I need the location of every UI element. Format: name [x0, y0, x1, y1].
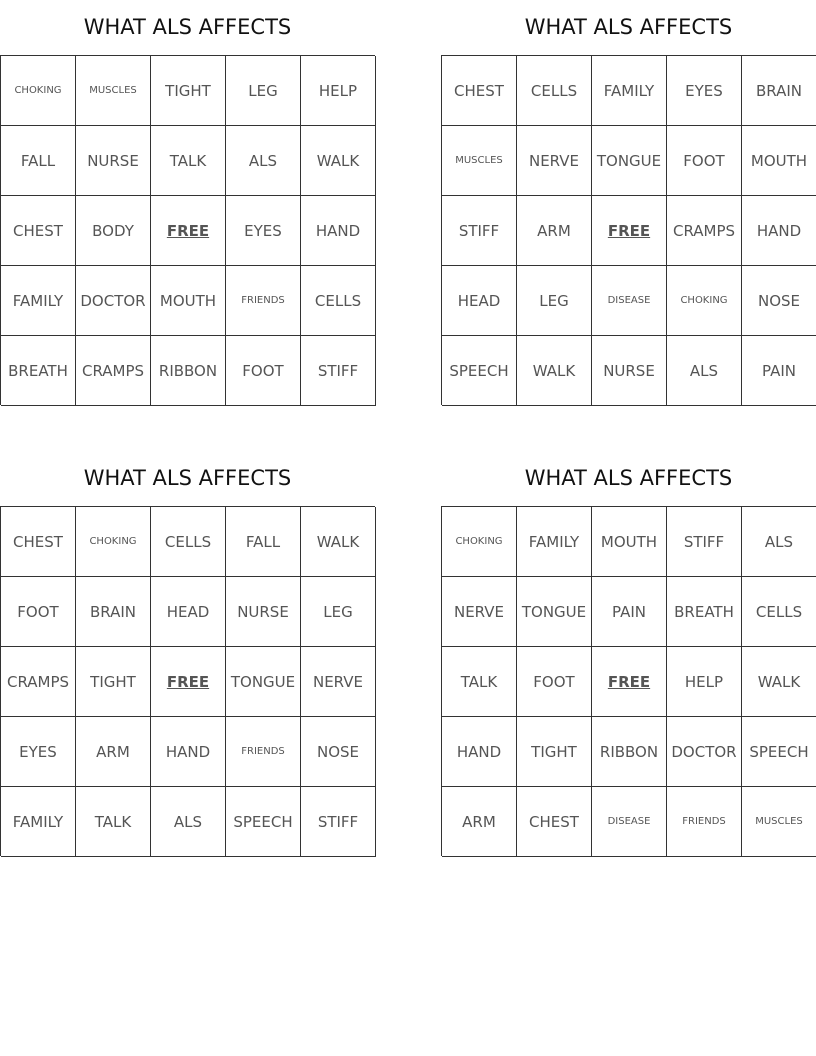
- bingo-cell: FAMILY: [592, 56, 667, 126]
- bingo-cell: CRAMPS: [667, 196, 742, 266]
- bingo-card-1: [0, 0, 375, 405]
- bingo-cell: HAND: [301, 196, 376, 266]
- bingo-cell: HELP: [301, 56, 376, 126]
- bingo-grid: [441, 55, 816, 405]
- bingo-cell: CRAMPS: [76, 336, 151, 406]
- bingo-cell: CHOKING: [667, 266, 742, 336]
- card-title: WHAT ALS AFFECTS: [83, 15, 292, 39]
- bingo-cell: STIFF: [667, 507, 742, 577]
- bingo-cell: LEG: [226, 56, 301, 126]
- bingo-cell: CELLS: [517, 56, 592, 126]
- bingo-grid: [441, 506, 816, 856]
- bingo-cell: LEG: [517, 266, 592, 336]
- bingo-cell: LEG: [301, 577, 376, 647]
- bingo-cell: TONGUE: [226, 647, 301, 717]
- bingo-cell: WALK: [301, 507, 376, 577]
- bingo-cell: CRAMPS: [1, 647, 76, 717]
- bingo-cell: NOSE: [301, 717, 376, 787]
- bingo-cell: DISEASE: [592, 266, 667, 336]
- bingo-grid: [0, 55, 375, 405]
- bingo-cell: CHEST: [517, 787, 592, 857]
- bingo-cell: TALK: [442, 647, 517, 717]
- free-space-cell: FREE: [592, 647, 667, 717]
- bingo-cell: NERVE: [517, 126, 592, 196]
- bingo-cell: ARM: [517, 196, 592, 266]
- bingo-cell: MOUTH: [151, 266, 226, 336]
- bingo-cell: HEAD: [151, 577, 226, 647]
- bingo-cell: HAND: [742, 196, 816, 266]
- bingo-cell: CELLS: [742, 577, 816, 647]
- bingo-cell: NERVE: [301, 647, 376, 717]
- bingo-grid: [0, 506, 375, 856]
- bingo-cell: EYES: [226, 196, 301, 266]
- bingo-cell: WALK: [517, 336, 592, 406]
- bingo-cell: MOUTH: [592, 507, 667, 577]
- bingo-cell: CHEST: [442, 56, 517, 126]
- bingo-cell: CELLS: [151, 507, 226, 577]
- bingo-cell: PAIN: [742, 336, 816, 406]
- bingo-cell: SPEECH: [742, 717, 816, 787]
- bingo-card-2: [441, 0, 816, 405]
- free-space-cell: FREE: [151, 647, 226, 717]
- bingo-cell: MUSCLES: [76, 56, 151, 126]
- bingo-cell: MUSCLES: [742, 787, 816, 857]
- bingo-cell: SPEECH: [226, 787, 301, 857]
- bingo-cell: DOCTOR: [667, 717, 742, 787]
- bingo-cell: TIGHT: [76, 647, 151, 717]
- bingo-cell: ARM: [442, 787, 517, 857]
- bingo-card-4: [441, 451, 816, 856]
- bingo-cell: STIFF: [301, 787, 376, 857]
- bingo-cell: FALL: [1, 126, 76, 196]
- bingo-cell: CHEST: [1, 196, 76, 266]
- bingo-cell: TALK: [151, 126, 226, 196]
- bingo-card-3: [0, 451, 375, 856]
- bingo-cell: FRIENDS: [226, 717, 301, 787]
- bingo-cell: HAND: [151, 717, 226, 787]
- bingo-cell: WALK: [742, 647, 816, 717]
- card-title: WHAT ALS AFFECTS: [524, 15, 733, 39]
- bingo-cell: PAIN: [592, 577, 667, 647]
- card-title: WHAT ALS AFFECTS: [524, 466, 733, 490]
- bingo-cell: ALS: [151, 787, 226, 857]
- bingo-cell: BRAIN: [742, 56, 816, 126]
- bingo-cell: CHEST: [1, 507, 76, 577]
- bingo-cell: CELLS: [301, 266, 376, 336]
- bingo-cell: STIFF: [442, 196, 517, 266]
- bingo-cell: HELP: [667, 647, 742, 717]
- bingo-cell: MOUTH: [742, 126, 816, 196]
- bingo-cell: CHOKING: [76, 507, 151, 577]
- bingo-cell: ALS: [742, 507, 816, 577]
- bingo-cell: NOSE: [742, 266, 816, 336]
- bingo-cell: TIGHT: [151, 56, 226, 126]
- bingo-cell: FOOT: [1, 577, 76, 647]
- bingo-cell: FOOT: [517, 647, 592, 717]
- bingo-cell: FAMILY: [517, 507, 592, 577]
- card-title: WHAT ALS AFFECTS: [83, 466, 292, 490]
- bingo-cell: RIBBON: [151, 336, 226, 406]
- bingo-cell: BREATH: [1, 336, 76, 406]
- bingo-cell: FALL: [226, 507, 301, 577]
- bingo-cell: DISEASE: [592, 787, 667, 857]
- bingo-cell: BREATH: [667, 577, 742, 647]
- bingo-cell: WALK: [301, 126, 376, 196]
- free-space-cell: FREE: [151, 196, 226, 266]
- bingo-cell: FOOT: [226, 336, 301, 406]
- bingo-cell: EYES: [667, 56, 742, 126]
- bingo-cell: EYES: [1, 717, 76, 787]
- bingo-cell: FRIENDS: [226, 266, 301, 336]
- bingo-cell: MUSCLES: [442, 126, 517, 196]
- bingo-cell: BODY: [76, 196, 151, 266]
- bingo-cell: CHOKING: [442, 507, 517, 577]
- bingo-cell: RIBBON: [592, 717, 667, 787]
- bingo-cell: HEAD: [442, 266, 517, 336]
- bingo-cell: STIFF: [301, 336, 376, 406]
- bingo-cell: ALS: [667, 336, 742, 406]
- bingo-cell: FRIENDS: [667, 787, 742, 857]
- bingo-cell: ARM: [76, 717, 151, 787]
- bingo-cell: DOCTOR: [76, 266, 151, 336]
- bingo-cell: NURSE: [592, 336, 667, 406]
- bingo-cell: ALS: [226, 126, 301, 196]
- bingo-cell: TALK: [76, 787, 151, 857]
- bingo-cell: FAMILY: [1, 266, 76, 336]
- bingo-cell: TIGHT: [517, 717, 592, 787]
- bingo-cell: SPEECH: [442, 336, 517, 406]
- bingo-cell: TONGUE: [592, 126, 667, 196]
- bingo-cell: NURSE: [76, 126, 151, 196]
- free-space-cell: FREE: [592, 196, 667, 266]
- bingo-cell: HAND: [442, 717, 517, 787]
- bingo-cell: FOOT: [667, 126, 742, 196]
- bingo-cell: BRAIN: [76, 577, 151, 647]
- bingo-cell: TONGUE: [517, 577, 592, 647]
- bingo-cell: FAMILY: [1, 787, 76, 857]
- bingo-cell: CHOKING: [1, 56, 76, 126]
- bingo-cell: NERVE: [442, 577, 517, 647]
- bingo-cell: NURSE: [226, 577, 301, 647]
